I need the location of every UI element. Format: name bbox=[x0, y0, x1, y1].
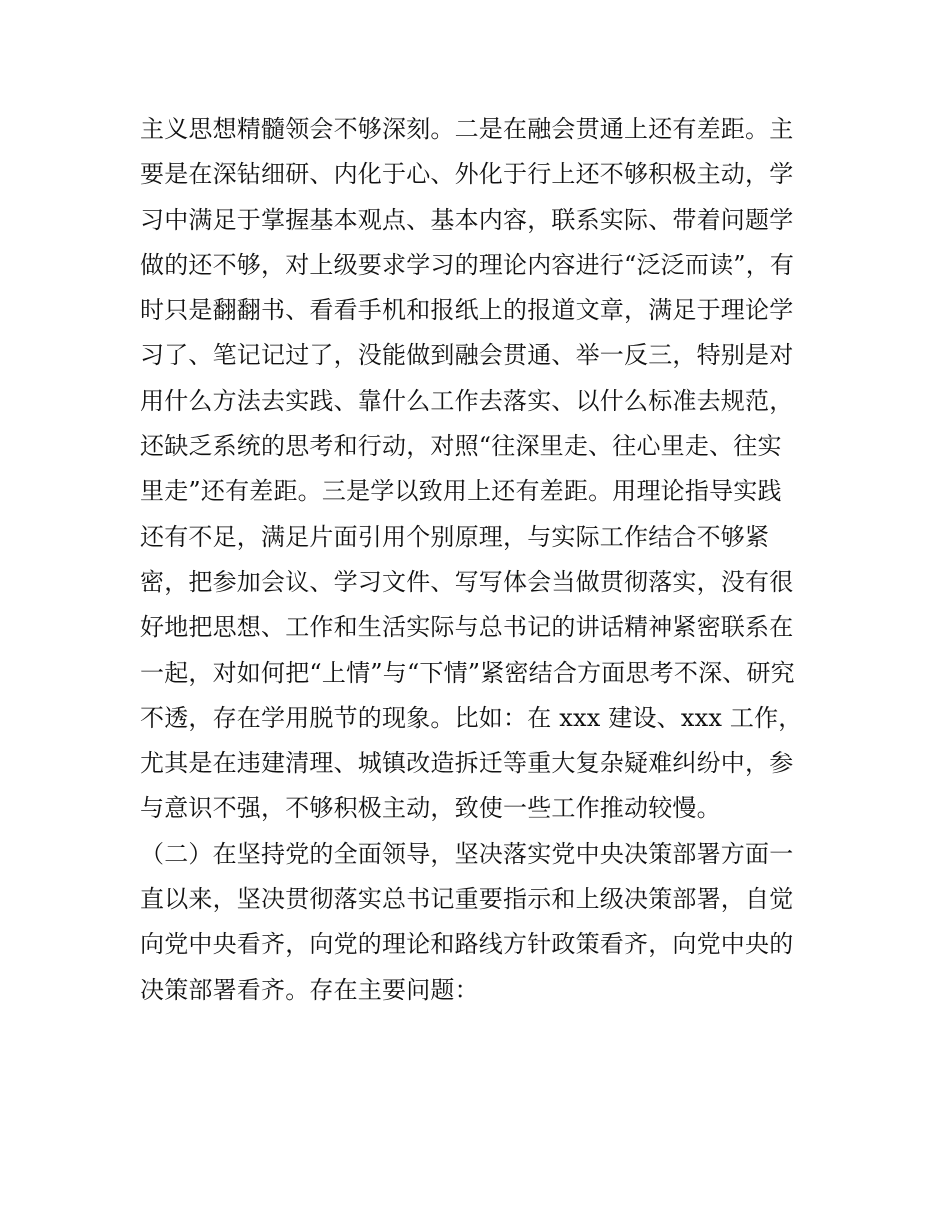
text-line: 主义思想精髓领会不够深刻。二是在融会贯通上还有差距。主 bbox=[140, 115, 794, 143]
text-line: 用什么方法去实践、靠什么工作去落实、以什么标准去规范， bbox=[140, 386, 794, 415]
text-line: 习中满足于掌握基本观点、基本内容，联系实际、带着问题学 bbox=[140, 205, 794, 234]
text-line: 还缺乏系统的思考和行动，对照“往深里走、往心里走、往实 bbox=[140, 432, 782, 461]
text-line: 里走”还有差距。三是学以致用上还有差距。用理论指导实践 bbox=[140, 477, 782, 506]
text-line: 好地把思想、工作和生活实际与总书记的讲话精神紧密联系在 bbox=[140, 613, 794, 642]
text-line: 尤其是在违建清理、城镇改造拆迁等重大复杂疑难纠纷中，参 bbox=[140, 749, 794, 778]
text-line: 与意识不强，不够积极主动，致使一些工作推动较慢。 bbox=[140, 794, 721, 823]
text-line: 不透，存在学用脱节的现象。比如：在 xxx 建设、xxx 工作， bbox=[140, 703, 803, 732]
text-line: 习了、笔记记过了，没能做到融会贯通、举一反三，特别是对 bbox=[140, 341, 794, 370]
text-line: 决策部署看齐。存在主要问题： bbox=[140, 975, 479, 1004]
section-heading-line: （二）在坚持党的全面领导，坚决落实党中央决策部署方面一 bbox=[140, 839, 794, 868]
text-line: 要是在深钻细研、内化于心、外化于行上还不够积极主动，学 bbox=[140, 160, 794, 189]
text-line: 还有不足，满足片面引用个别原理，与实际工作结合不够紧 bbox=[140, 522, 770, 551]
text-line: 直以来，坚决贯彻落实总书记重要指示和上级决策部署，自觉 bbox=[140, 885, 794, 914]
text-line: 向党中央看齐，向党的理论和路线方针政策看齐，向党中央的 bbox=[140, 930, 794, 959]
text-line: 密，把参加会议、学习文件、写写体会当做贯彻落实，没有很 bbox=[140, 567, 794, 596]
text-line: 做的还不够，对上级要求学习的理论内容进行“泛泛而读”，有 bbox=[140, 250, 795, 279]
body-text bbox=[140, 107, 820, 1013]
text-line: 一起，对如何把“上情”与“下情”紧密结合方面思考不深、研究 bbox=[140, 658, 795, 687]
text-line: 时只是翻翻书、看看手机和报纸上的报道文章，满足于理论学 bbox=[140, 296, 794, 325]
